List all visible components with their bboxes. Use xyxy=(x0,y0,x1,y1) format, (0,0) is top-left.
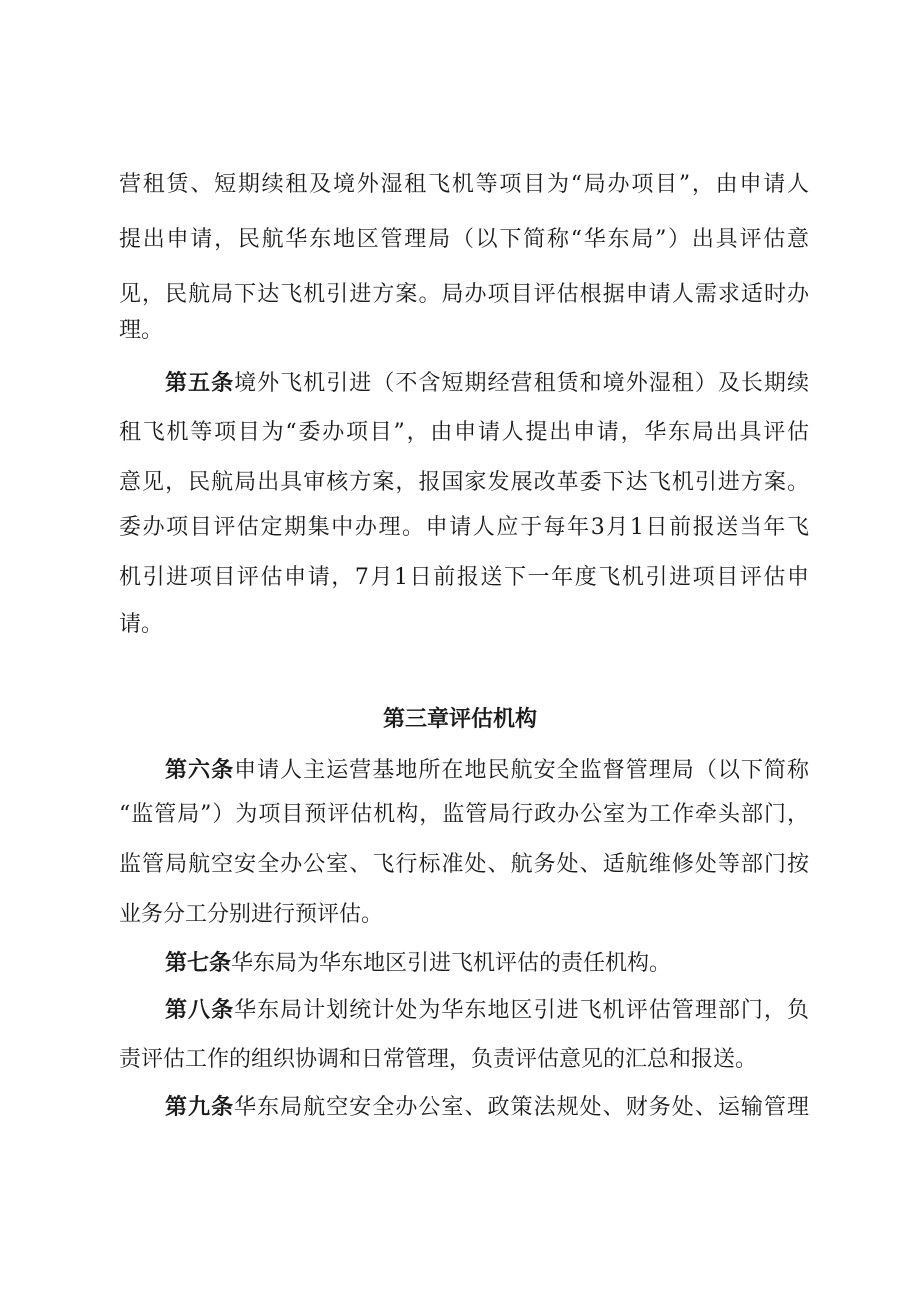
paragraph-line: 见，民航局下达飞机引进方案。局办项目评估根据申请人需求适时办 xyxy=(119,282,809,307)
article-9-first-line xyxy=(165,1092,809,1123)
paragraph-line: 意见，民航局出具审核方案，报国家发展改革委下达飞机引进方案。 xyxy=(119,470,809,495)
article-7-title: 第七条 xyxy=(165,950,232,976)
article-6-first-line xyxy=(165,755,809,786)
chapter-heading: 第三章评估机构 xyxy=(382,706,537,732)
paragraph-line: 监管局航空安全办公室、飞行标准处、航务处、适航维修处等部门按 xyxy=(119,852,809,877)
paragraph-line: 理。 xyxy=(119,318,164,343)
article-6-title: 第六条 xyxy=(165,757,235,783)
article-8-first-line xyxy=(165,995,809,1026)
paragraph-line: 提出申请，民航华东地区管理局（以下简称“华东局”）出具评估意 xyxy=(119,227,809,252)
article-7-text: 华东局为华东地区引进飞机评估的责任机构。 xyxy=(231,951,672,976)
paragraph-line: 责评估工作的组织协调和日常管理，负责评估意见的汇总和报送。 xyxy=(119,1047,758,1072)
paragraph-line: 租飞机等项目为“委办项目”，由申请人提出申请，华东局出具评估 xyxy=(119,420,809,445)
paragraph-line: “监管局”）为项目预评估机构，监管局行政办公室为工作牵头部门， xyxy=(119,802,809,827)
paragraph-line: 机引进项目评估申请，7月1日前报送下一年度飞机引进项目评估申 xyxy=(119,565,809,590)
article-5-first-line xyxy=(165,368,809,399)
paragraph-line: 业务分工分别进行预评估。 xyxy=(119,902,384,927)
article-8-text: 华东局计划统计处为华东地区引进飞机评估管理部门，负 xyxy=(234,998,809,1023)
paragraph-line: 营租赁、短期续租及境外湿租飞机等项目为“局办项目”，由申请人 xyxy=(119,172,809,197)
paragraph-line: 委办项目评估定期集中办理。申请人应于每年3月1日前报送当年飞 xyxy=(119,515,809,540)
article-9-title: 第九条 xyxy=(165,1094,235,1120)
article-8-title: 第八条 xyxy=(165,997,235,1023)
article-7-line xyxy=(165,948,809,979)
paragraph-line: 请。 xyxy=(119,612,164,637)
article-6-text: 申请人主运营基地所在地民航安全监督管理局（以下简称 xyxy=(234,758,809,783)
article-5-title: 第五条 xyxy=(165,370,235,396)
article-9-text: 华东局航空安全办公室、政策法规处、财务处、运输管理 xyxy=(234,1095,809,1120)
article-5-text: 境外飞机引进（不含短期经营租赁和境外湿租）及长期续 xyxy=(234,371,809,396)
